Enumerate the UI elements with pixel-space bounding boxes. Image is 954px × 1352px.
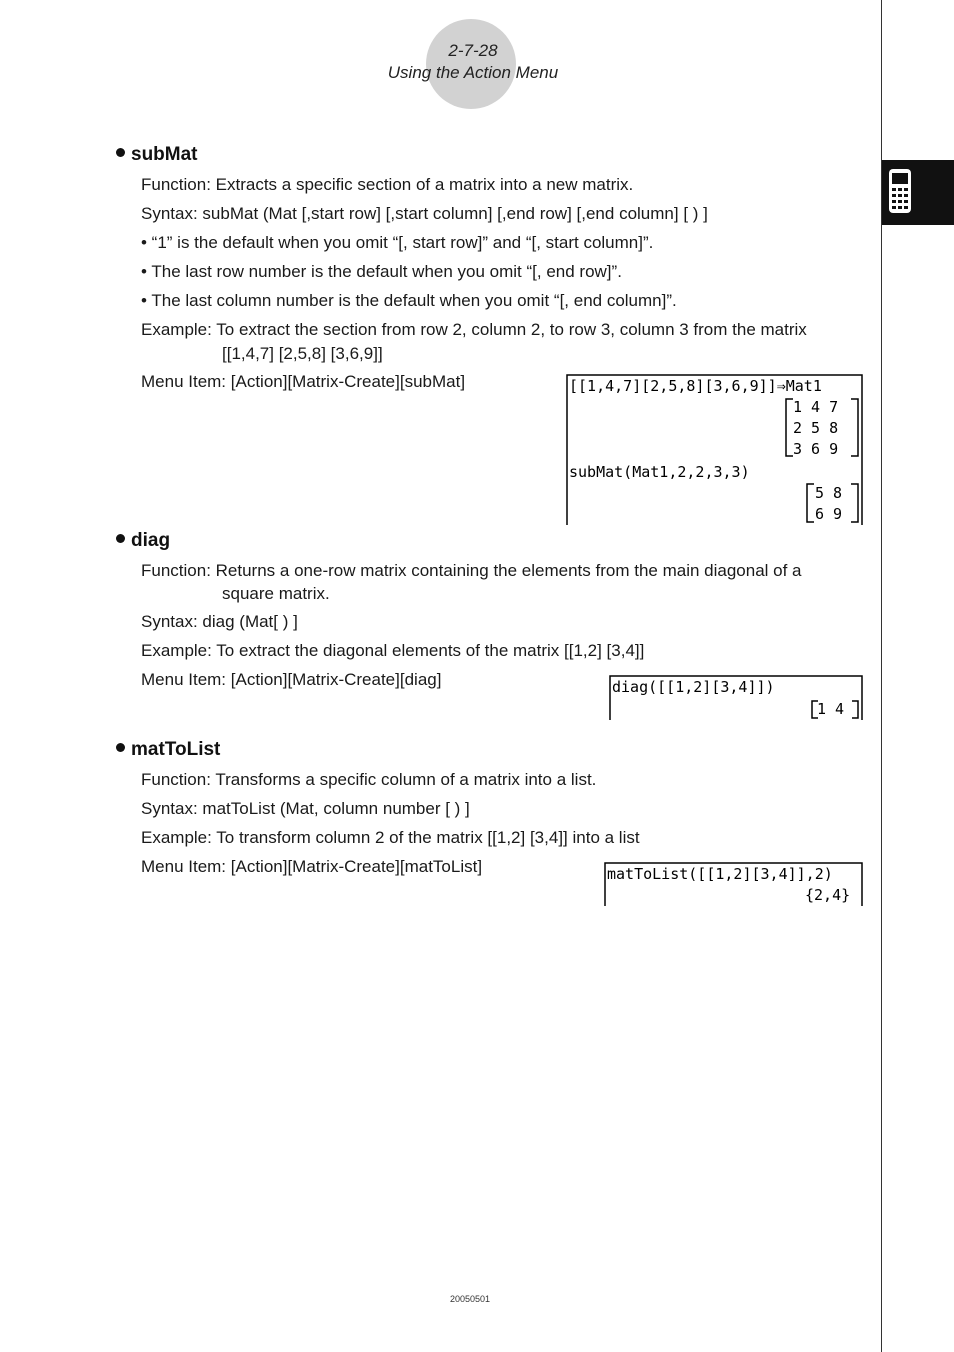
submat-syntax: Syntax: subMat (Mat [,start row] [,start column] [,end row] [,end column] [ ) ] [141,204,708,223]
submat-note-1: • “1” is the default when you omit “[, start row]” and “[, start column]”. [141,233,654,252]
section-heading-diag: diag [116,530,170,552]
diag-function-cont: square matrix. [222,584,330,603]
section-heading-mattolist: matToList [116,739,220,761]
footer-code: 20050501 [449,1294,491,1304]
diag-screen-result: 1 4 [817,700,845,718]
submat-example-matrix: [[1,4,7] [2,5,8] [3,6,9]] [222,344,383,363]
diag-calculator-screen [609,675,864,720]
calculator-icon [888,168,912,214]
submat-menu-item: Menu Item: [Action][Matrix-Create][subMat] [141,372,466,391]
mattolist-screen-input: matToList([[1,2][3,4]],2) [607,865,833,883]
mattolist-function: Function: Transforms a specific column of a matrix into a list. [141,770,597,789]
chapter-tab [882,160,954,225]
submat-note-2: • The last row number is the default when you omit “[, end row]”. [141,262,622,281]
page-number: 2-7-28 [448,41,498,60]
matrix1-row-3: 3 6 9 [793,440,839,458]
screen-input-1: [[1,4,7][2,5,8][3,6,9]]⇒Mat1 [569,377,822,395]
matrix2-row-2: 6 9 [815,505,843,523]
submat-calculator-screen [566,374,864,525]
matrix2-row-1: 5 8 [815,484,843,502]
mattolist-example: Example: To transform column 2 of the matrix [[1,2] [3,4]] into a list [141,828,640,847]
mattolist-menu-item: Menu Item: [Action][Matrix-Create][matToList] [141,857,483,876]
diag-syntax: Syntax: diag (Mat[ ) ] [141,612,298,631]
submat-example: Example: To extract the section from row 2, column 2, to row 3, column 3 from the matrix [141,320,807,339]
diag-menu-item: Menu Item: [Action][Matrix-Create][diag] [141,670,442,689]
mattolist-calculator-screen [604,862,864,906]
mattolist-syntax: Syntax: matToList (Mat, column number [ ) ] [141,799,470,818]
bullet-icon [116,534,125,543]
diag-screen-input: diag([[1,2][3,4]]) [612,678,775,696]
submat-note-3: • The last column number is the default when you omit “[, end column]”. [141,291,677,310]
mattolist-screen-result: {2,4} [805,886,851,904]
submat-function: Function: Extracts a specific section of a matrix into a new matrix. [141,175,634,194]
bullet-icon [116,148,125,157]
screen-input-2: subMat(Mat1,2,2,3,3) [569,463,750,481]
page-title: Using the Action Menu [387,63,559,82]
matrix1-row-1: 1 4 7 [793,398,839,416]
diag-example: Example: To extract the diagonal elements of the matrix [[1,2] [3,4]] [141,641,645,660]
section-heading-submat: subMat [116,144,198,166]
bullet-icon [116,743,125,752]
matrix1-row-2: 2 5 8 [793,419,839,437]
diag-function: Function: Returns a one-row matrix containing the elements from the main diagonal of a [141,561,802,580]
